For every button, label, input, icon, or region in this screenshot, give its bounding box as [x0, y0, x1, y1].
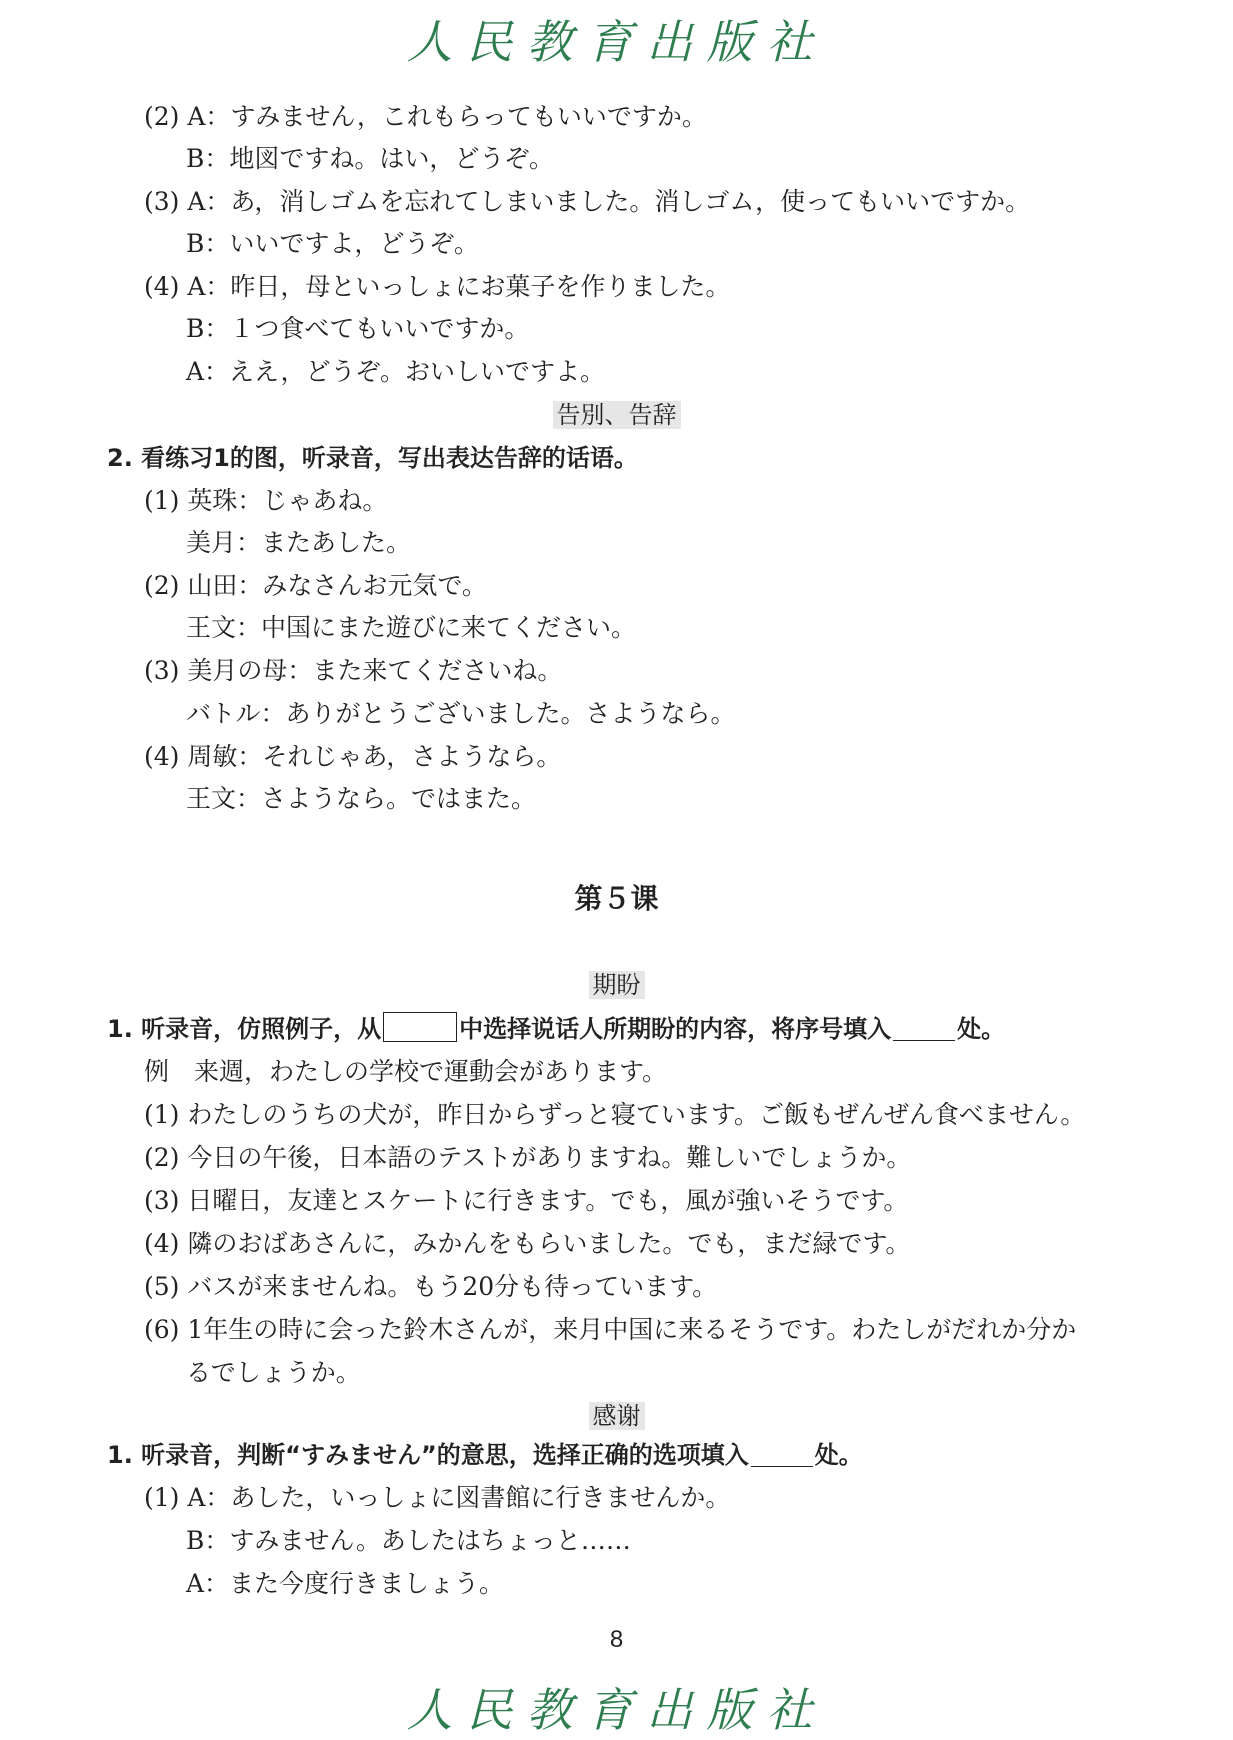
dialogue-line: 王文：中国にまた遊びに来てください。 [186, 613, 637, 642]
section-title-label: 期盼 [589, 971, 645, 999]
answer-blank [893, 1016, 955, 1041]
exercise-heading: 2. 看练习1的图，听录音，写出表达告辞的话语。 [107, 444, 638, 472]
publisher-logo-header: 人民教育出版社 [406, 15, 827, 69]
exercise-heading-part: 1. 听录音，判断“すみません”的意思，选择正确的选项填入 [107, 1441, 749, 1469]
exercise-heading-part: 处。 [957, 1015, 1006, 1043]
item-line: (3) 日曜日，友達とスケートに行きます。でも，風が強いそうです。 [144, 1186, 909, 1215]
exercise-heading [107, 1438, 863, 1472]
dialogue-line: (3) A：あ，消しゴムを忘れてしまいました。消しゴム，使ってもいいですか。 [144, 187, 1031, 216]
dialogue-line: (4) A：昨日，母といっしょにお菓子を作りました。 [144, 272, 731, 301]
example-line: 例 来週，わたしの学校で運動会があります。 [144, 1057, 668, 1086]
dialogue-line: (2) 山田：みなさんお元気で。 [144, 571, 487, 600]
item-line: (4) 隣のおばあさんに，みかんをもらいました。でも，まだ緑です。 [144, 1229, 911, 1258]
choice-box [383, 1012, 457, 1042]
dialogue-line: B：地図ですね。はい，どうぞ。 [186, 144, 554, 173]
dialogue-line: B：すみません。あしたはちょっと…… [186, 1526, 631, 1555]
dialogue-line: (1) 英珠：じゃあね。 [144, 486, 388, 515]
dialogue-line: A：また今度行きましょう。 [186, 1569, 505, 1598]
dialogue-line: (1) A：あした，いっしょに図書館に行きませんか。 [144, 1483, 731, 1512]
dialogue-line: 王文：さようなら。ではまた。 [186, 784, 537, 813]
section-title [0, 398, 1233, 432]
dialogue-line: (4) 周敏：それじゃあ，さようなら。 [144, 742, 562, 771]
section-title [0, 968, 1233, 1002]
section-title-label: 感谢 [589, 1402, 645, 1430]
dialogue-line: (3) 美月の母：また来てくださいね。 [144, 656, 563, 685]
item-line: (2) 今日の午後，日本語のテストがありますね。難しいでしょうか。 [144, 1143, 912, 1172]
exercise-heading [107, 1012, 1005, 1046]
answer-blank [751, 1442, 813, 1467]
item-line: (6) 1年生の時に会った鈴木さんが，来月中国に来るそうです。わたしがだれか分か [144, 1315, 1077, 1344]
page-number: 8 [609, 1626, 624, 1653]
dialogue-line: 美月：またあした。 [186, 528, 412, 557]
exercise-heading-part: 1. 听录音，仿照例子，从 [107, 1015, 382, 1043]
publisher-logo-footer: 人民教育出版社 [406, 1683, 827, 1737]
lesson-title: 第５课 [574, 882, 659, 915]
dialogue-line: A：ええ，どうぞ。おいしいですよ。 [186, 357, 606, 386]
section-title-label: 告別、告辞 [553, 401, 681, 429]
item-line: (5) バスが来ませんね。もう20分も待っています。 [144, 1272, 718, 1301]
dialogue-line: B：いいですよ，どうぞ。 [186, 229, 479, 258]
section-title [0, 1399, 1233, 1433]
dialogue-line: (2) A：すみません，これもらってもいいですか。 [144, 102, 707, 131]
exercise-heading-part: 处。 [814, 1441, 863, 1469]
item-line: (1) わたしのうちの犬が，昨日からずっと寝ています。ご飯もぜんぜん食べません。 [144, 1100, 1086, 1129]
dialogue-line: バトル：ありがとうございました。さようなら。 [186, 699, 736, 728]
item-line: るでしょうか。 [186, 1358, 361, 1387]
exercise-heading-part: 中选择说话人所期盼的内容，将序号填入 [459, 1015, 892, 1043]
dialogue-line: B：１つ食べてもいいですか。 [186, 314, 530, 343]
